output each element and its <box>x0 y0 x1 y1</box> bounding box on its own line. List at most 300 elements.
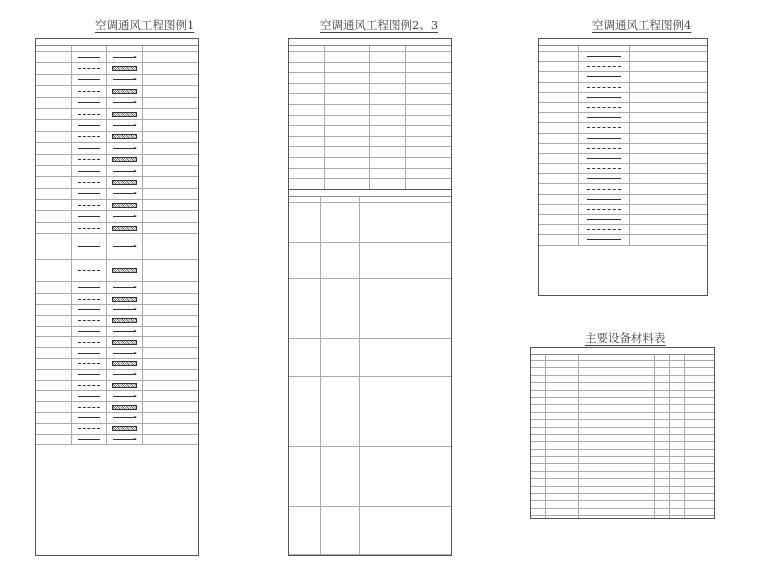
table-cell <box>531 509 546 515</box>
table-cell <box>36 359 72 369</box>
table-cell <box>546 509 579 515</box>
table-cell <box>360 507 451 554</box>
table-cell <box>655 479 670 485</box>
table-cell <box>143 337 198 347</box>
legend-symbol <box>587 178 620 179</box>
legend-symbol <box>78 91 101 92</box>
table-row <box>36 75 198 86</box>
table-cell <box>72 155 108 165</box>
legend-symbol <box>587 168 620 169</box>
table-row <box>539 174 707 184</box>
table-cell <box>36 391 72 401</box>
table-cell <box>655 398 670 404</box>
table-cell <box>370 46 406 51</box>
table-row <box>36 98 198 109</box>
table-cell <box>670 501 685 507</box>
table-cell <box>72 305 108 315</box>
table-cell <box>579 154 629 163</box>
table-cell <box>143 52 198 62</box>
table-cell <box>579 509 656 515</box>
table-cell <box>36 98 72 108</box>
legend-symbol <box>112 226 137 231</box>
table-cell <box>321 339 360 376</box>
table-cell <box>579 391 656 397</box>
table-row <box>531 376 714 383</box>
table-cell <box>546 442 579 448</box>
table-cell <box>531 405 546 411</box>
table-cell <box>655 487 670 493</box>
table-row <box>531 442 714 449</box>
table-cell <box>36 370 72 380</box>
table-cell <box>36 260 72 281</box>
table-cell <box>107 120 143 130</box>
table-row <box>289 158 451 169</box>
legend-sheet-2 <box>288 38 452 556</box>
table-cell <box>143 211 198 221</box>
table-cell <box>406 63 451 73</box>
table-cell <box>321 447 360 506</box>
legend-sheet-1 <box>35 38 199 556</box>
table-row <box>539 235 707 245</box>
table-cell <box>143 348 198 358</box>
table-cell <box>107 424 143 434</box>
table-cell <box>531 501 546 507</box>
table-cell <box>370 147 406 157</box>
table-cell <box>531 376 546 382</box>
table-row <box>531 509 714 516</box>
table-cell <box>107 381 143 391</box>
table-row <box>36 223 198 234</box>
table-cell <box>670 509 685 515</box>
legend-symbol <box>78 246 101 247</box>
table-row <box>531 368 714 375</box>
legend-symbol <box>587 117 620 118</box>
table-cell <box>72 282 108 293</box>
table-cell <box>685 472 714 478</box>
sheet1-title: 空调通风工程图例1 <box>95 18 195 32</box>
table-cell <box>289 507 321 554</box>
table-cell <box>655 428 670 434</box>
table-cell <box>670 376 685 382</box>
table-cell <box>655 420 670 426</box>
table-cell <box>630 52 707 61</box>
table-cell <box>630 154 707 163</box>
table-cell <box>579 72 629 81</box>
table-cell <box>670 442 685 448</box>
table-row <box>36 424 198 435</box>
table-cell <box>289 203 321 242</box>
table-row <box>531 457 714 464</box>
table-cell <box>107 316 143 326</box>
table-cell <box>630 195 707 204</box>
table-cell <box>670 420 685 426</box>
table-cell <box>325 73 370 83</box>
legend-symbol <box>78 102 101 103</box>
table-cell <box>630 72 707 81</box>
table-row <box>539 144 707 154</box>
table-cell <box>579 494 656 500</box>
table-cell <box>579 195 629 204</box>
table-cell <box>289 279 321 338</box>
table-cell <box>289 84 325 94</box>
table-cell <box>321 507 360 554</box>
table-cell <box>685 501 714 507</box>
table-cell <box>321 197 360 202</box>
table-cell <box>539 205 579 214</box>
table-cell <box>36 46 72 51</box>
legend-symbol <box>112 318 137 323</box>
table-row <box>539 123 707 133</box>
table-row <box>531 450 714 457</box>
table-row <box>36 52 198 63</box>
table-cell <box>72 211 108 221</box>
table-row <box>36 282 198 294</box>
legend-symbol <box>113 57 136 58</box>
table-row <box>289 94 451 105</box>
table-cell <box>289 447 321 506</box>
table-cell <box>630 164 707 173</box>
table-row <box>531 435 714 442</box>
table-row <box>531 464 714 471</box>
table-row <box>289 137 451 148</box>
sheet-caption-bar <box>539 39 707 46</box>
table-cell <box>546 516 579 519</box>
table-cell <box>670 487 685 493</box>
legend-symbol <box>113 193 136 194</box>
table-cell <box>579 123 629 132</box>
table-cell <box>531 472 546 478</box>
legend-symbol <box>587 87 620 88</box>
table-cell <box>531 457 546 463</box>
table-cell <box>360 447 451 506</box>
table-cell <box>143 189 198 199</box>
table-cell <box>406 169 451 179</box>
table-cell <box>289 147 325 157</box>
table-cell <box>72 46 108 51</box>
table-cell <box>143 294 198 304</box>
legend-symbol <box>112 268 137 273</box>
table-cell <box>107 63 143 73</box>
table-cell <box>72 327 108 337</box>
table-cell <box>531 450 546 456</box>
table-cell <box>143 223 198 233</box>
table-cell <box>72 381 108 391</box>
table-cell <box>36 402 72 412</box>
table-cell <box>546 450 579 456</box>
table-cell <box>579 52 629 61</box>
table-cell <box>370 137 406 147</box>
table-cell <box>370 126 406 136</box>
table-cell <box>539 164 579 173</box>
table-cell <box>531 355 546 360</box>
table-cell <box>36 294 72 304</box>
legend-symbol <box>587 219 620 220</box>
table-cell <box>630 83 707 92</box>
materials-table <box>530 347 715 519</box>
table-row <box>531 516 714 519</box>
table-cell <box>321 377 360 446</box>
legend-symbol <box>78 385 101 386</box>
table-cell <box>630 62 707 71</box>
table-cell <box>546 435 579 441</box>
table-cell <box>36 109 72 119</box>
table-cell <box>655 472 670 478</box>
legend-symbol <box>113 417 136 418</box>
table-cell <box>321 279 360 338</box>
table-cell <box>289 116 325 126</box>
table-cell <box>143 177 198 187</box>
table-cell <box>370 94 406 104</box>
table-cell <box>289 63 325 73</box>
legend-symbol <box>78 428 101 429</box>
legend-symbol <box>78 309 101 310</box>
table-row <box>531 420 714 427</box>
legend-symbol <box>113 148 136 149</box>
legend-symbol <box>587 56 620 57</box>
table-cell <box>539 225 579 234</box>
table-row <box>36 305 198 316</box>
table-cell <box>685 428 714 434</box>
legend-symbol <box>587 148 620 149</box>
table-cell <box>289 243 321 278</box>
table-cell <box>406 105 451 115</box>
table-cell <box>685 494 714 500</box>
legend-symbol <box>587 209 620 210</box>
table-cell <box>107 260 143 281</box>
table-cell <box>143 435 198 445</box>
legend-symbol <box>112 134 137 139</box>
table-cell <box>143 381 198 391</box>
table-cell <box>406 46 451 51</box>
table-row <box>36 435 198 446</box>
legend-symbol <box>78 439 101 440</box>
table-cell <box>655 368 670 374</box>
table-cell <box>143 316 198 326</box>
table-cell <box>630 113 707 122</box>
table-cell <box>670 472 685 478</box>
table-cell <box>670 368 685 374</box>
legend-symbol <box>78 320 101 321</box>
legend-symbol <box>78 331 101 332</box>
table-cell <box>655 376 670 382</box>
legend-symbol <box>78 205 101 206</box>
table-cell <box>531 494 546 500</box>
table-cell <box>539 235 579 244</box>
table-cell <box>370 116 406 126</box>
table-cell <box>107 86 143 96</box>
sheet2-title: 空调通风工程图例2、3 <box>320 18 439 32</box>
table-cell <box>360 377 451 446</box>
table-cell <box>107 294 143 304</box>
table-cell <box>107 359 143 369</box>
table-cell <box>72 294 108 304</box>
table-cell <box>579 164 629 173</box>
table-cell <box>630 215 707 224</box>
table-cell <box>107 211 143 221</box>
table-cell <box>579 368 656 374</box>
table-row <box>531 472 714 479</box>
table-cell <box>539 103 579 112</box>
table-cell <box>325 94 370 104</box>
table-cell <box>531 383 546 389</box>
table-row <box>531 501 714 508</box>
table-cell <box>72 132 108 142</box>
table-cell <box>670 450 685 456</box>
table-cell <box>107 223 143 233</box>
materials-title: 主要设备材料表 <box>585 331 666 345</box>
table-cell <box>321 203 360 242</box>
legend-symbol <box>78 228 101 229</box>
table-cell <box>630 144 707 153</box>
table-row <box>531 428 714 435</box>
sheet-caption-bar <box>531 348 714 355</box>
legend-symbol <box>78 396 101 397</box>
table-cell <box>539 134 579 143</box>
table-cell <box>579 184 629 193</box>
table-cell <box>143 327 198 337</box>
table-cell <box>72 359 108 369</box>
table-cell <box>143 166 198 176</box>
table-cell <box>670 464 685 470</box>
table-row <box>289 52 451 63</box>
table-cell <box>325 147 370 157</box>
table-cell <box>360 279 451 338</box>
table-row <box>289 339 451 377</box>
legend-symbol <box>112 383 137 388</box>
table-cell <box>72 391 108 401</box>
table-cell <box>539 154 579 163</box>
table-row <box>531 391 714 398</box>
table-cell <box>143 75 198 85</box>
legend-symbol <box>78 270 101 271</box>
table-cell <box>539 144 579 153</box>
table-row <box>531 405 714 412</box>
table-cell <box>72 223 108 233</box>
table-cell <box>107 200 143 210</box>
table-cell <box>579 355 656 360</box>
table-cell <box>36 337 72 347</box>
table-cell <box>143 46 198 51</box>
table-cell <box>655 355 670 360</box>
table-cell <box>36 316 72 326</box>
table-row <box>539 184 707 194</box>
table-cell <box>325 126 370 136</box>
table-row <box>539 52 707 62</box>
legend-symbol <box>78 193 101 194</box>
table-cell <box>579 464 656 470</box>
table-cell <box>531 420 546 426</box>
table-row <box>539 93 707 103</box>
legend-symbol <box>78 407 101 408</box>
table-row <box>531 383 714 390</box>
table-row <box>36 120 198 131</box>
table-cell <box>546 376 579 382</box>
legend-symbol <box>587 239 620 240</box>
table-cell <box>539 195 579 204</box>
table-cell <box>107 52 143 62</box>
table-cell <box>655 442 670 448</box>
legend-symbol <box>112 112 137 117</box>
table-cell <box>289 179 325 189</box>
table-cell <box>531 368 546 374</box>
table-cell <box>546 479 579 485</box>
table-cell <box>325 105 370 115</box>
table-row <box>289 116 451 127</box>
table-cell <box>539 72 579 81</box>
table-cell <box>72 424 108 434</box>
table-row <box>531 413 714 420</box>
legend-symbol <box>587 107 620 108</box>
legend-symbol <box>78 79 101 80</box>
legend-symbol <box>113 216 136 217</box>
table-cell <box>36 132 72 142</box>
table-row <box>539 205 707 215</box>
sheet-caption-bar <box>36 39 198 46</box>
table-cell <box>579 215 629 224</box>
table-cell <box>36 211 72 221</box>
table-cell <box>579 479 656 485</box>
legend-symbol <box>78 136 101 137</box>
table-cell <box>685 450 714 456</box>
table-cell <box>579 457 656 463</box>
table-cell <box>685 509 714 515</box>
table-cell <box>655 457 670 463</box>
table-row <box>36 189 198 200</box>
table-cell <box>289 158 325 168</box>
table-cell <box>630 134 707 143</box>
table-row <box>539 225 707 235</box>
table-cell <box>539 83 579 92</box>
table-cell <box>107 155 143 165</box>
upper-table <box>289 39 451 189</box>
table-cell <box>655 509 670 515</box>
table-cell <box>630 225 707 234</box>
table-cell <box>630 235 707 244</box>
table-cell <box>670 398 685 404</box>
table-cell <box>531 428 546 434</box>
legend-symbol <box>587 97 620 98</box>
table-cell <box>579 225 629 234</box>
table-cell <box>36 143 72 153</box>
table-row <box>36 166 198 177</box>
table-cell <box>655 383 670 389</box>
table-row <box>36 63 198 74</box>
table-cell <box>655 516 670 519</box>
table-cell <box>143 234 198 259</box>
table-cell <box>546 355 579 360</box>
table-cell <box>36 234 72 259</box>
table-cell <box>539 215 579 224</box>
legend-symbol <box>78 171 101 172</box>
legend-symbol <box>78 374 101 375</box>
legend-symbol <box>587 127 620 128</box>
table-cell <box>630 174 707 183</box>
table-cell <box>107 413 143 423</box>
table-cell <box>36 166 72 176</box>
table-row <box>539 62 707 72</box>
table-cell <box>143 370 198 380</box>
table-row <box>289 377 451 447</box>
table-cell <box>406 84 451 94</box>
table-cell <box>546 464 579 470</box>
table-cell <box>370 179 406 189</box>
table-cell <box>36 413 72 423</box>
table-cell <box>143 63 198 73</box>
table-cell <box>36 189 72 199</box>
legend-symbol <box>112 203 137 208</box>
table-row <box>36 327 198 338</box>
table-cell <box>325 137 370 147</box>
